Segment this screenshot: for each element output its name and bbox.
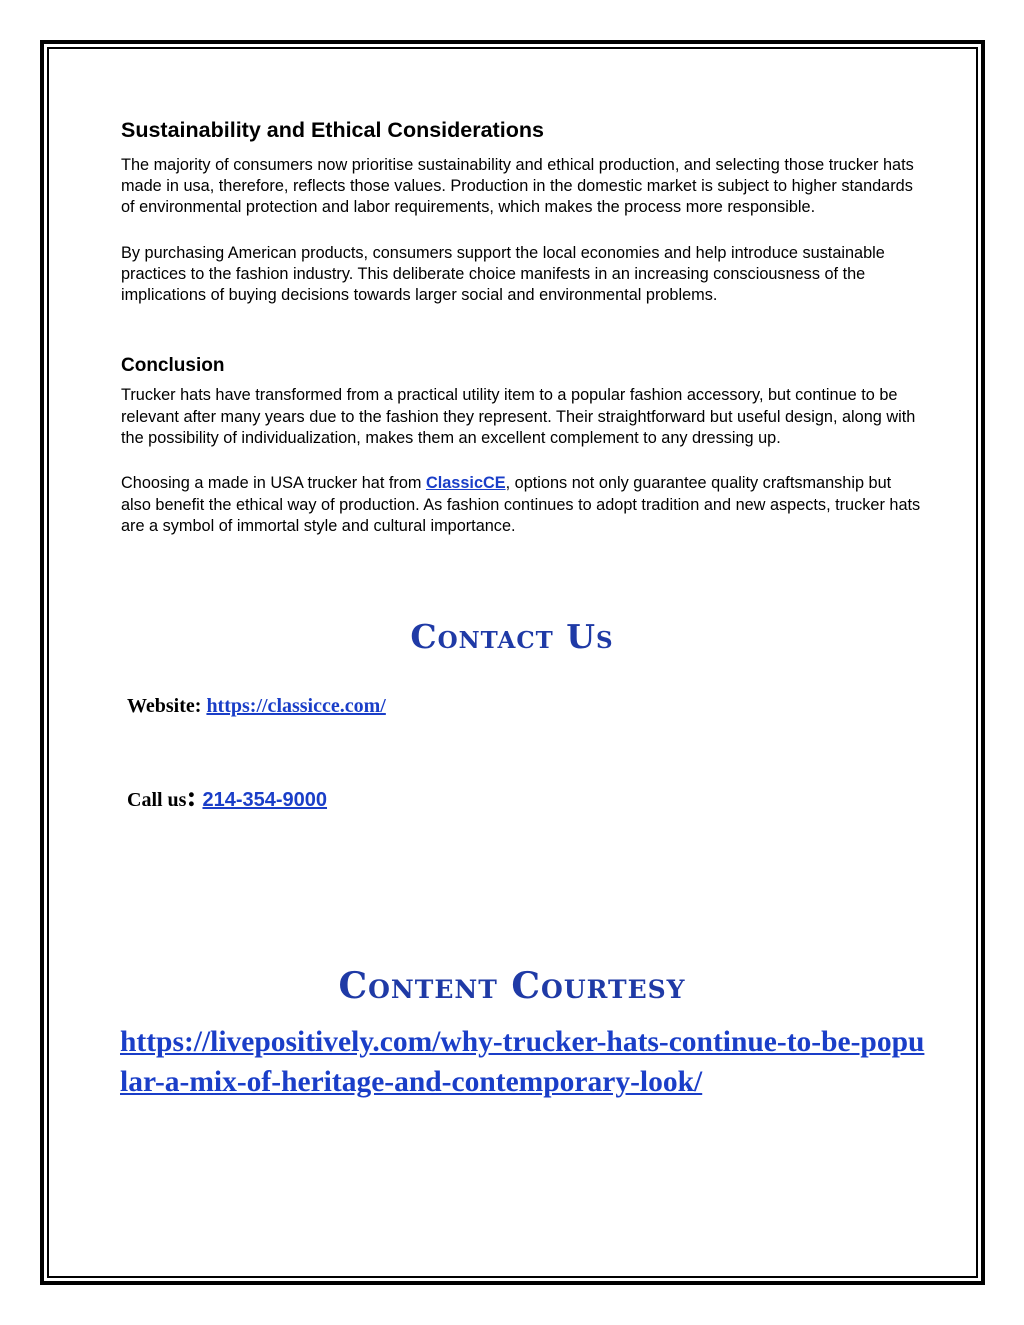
call-colon: : [186, 780, 197, 813]
sustainability-heading: Sustainability and Ethical Considerations [121, 118, 544, 142]
classicce-link[interactable]: ClassicCE [425, 474, 506, 493]
content-courtesy-title: Content Courtesy [338, 965, 686, 1007]
website-link[interactable]: https://classicce.com/ [206, 695, 386, 717]
conclusion-paragraph-1: Trucker hats have transformed from a practical utility item to a popular fashion accessory, but continue to be relevant after many years due to the fashion they represent. Their straightforward but useful design, along with the possibility of individualization, makes them an excellent complement to any dressing up. [121, 386, 916, 447]
conclusion-paragraph-2-end: , options not only guarantee quality craftsmanship but also benefit the ethical way of production. As fashion continues to adopt tradition and new aspects, trucker hats are a symbol of immortal style and cultural importance. [121, 474, 921, 535]
call-line [127, 780, 327, 814]
conclusion-heading: Conclusion [121, 354, 225, 376]
sustainability-paragraph-2: By purchasing American products, consumers support the local economies and help introduce sustainable practices to the fashion industry. This deliberate choice manifests in an increasing consciousness of the implications of buying decisions towards larger social and environmental problems. [121, 243, 885, 305]
phone-link[interactable]: 214-354-9000 [202, 789, 328, 811]
conclusion-paragraph-2-start: Choosing a made in USA trucker hat from [121, 474, 426, 493]
website-label: Website: [127, 695, 202, 717]
website-line [127, 695, 386, 718]
article-body [121, 118, 921, 537]
contact-us-title: Contact Us [410, 617, 614, 656]
conclusion-paragraph-2 [121, 473, 921, 537]
sustainability-paragraph-1: The majority of consumers now prioritise sustainability and ethical production, and selecting those trucker hats made in usa, therefore, reflects those values. Production in the domestic market is subject to higher standards of environmental protection and labor requirements, which makes the process more responsible. [121, 155, 914, 217]
call-label: Call us [127, 789, 187, 811]
courtesy-source-link[interactable]: https://livepositively.com/why-trucker-hats-continue-to-be-popular-a-mix-of-heritage-and-contemporary-look/ [120, 1026, 925, 1098]
